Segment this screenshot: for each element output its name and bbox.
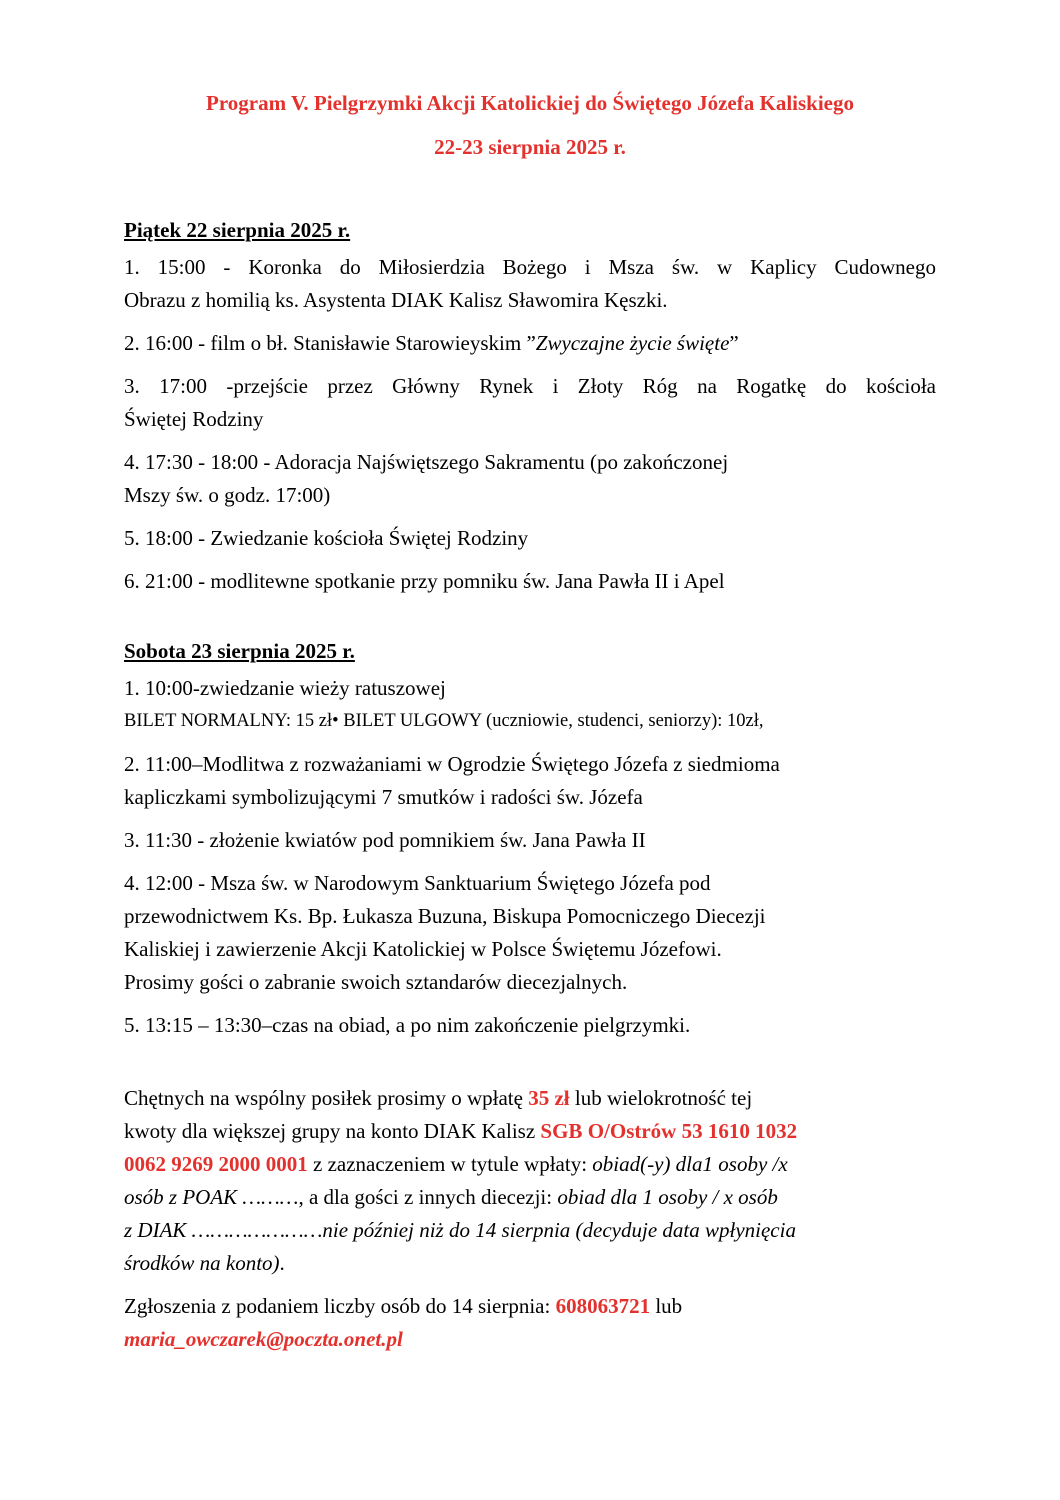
friday-item-3	[124, 370, 936, 436]
friday-item-2-end: ”	[729, 331, 739, 355]
friday-item-4-line-1: 4. 17:30 - 18:00 - Adoracja Najświętszego Sakramentu (po zakończonej	[124, 450, 729, 474]
ticket-prices: BILET NORMALNY: 15 zł• BILET ULGOWY (uczniowie, studenci, seniorzy): 10zł,	[124, 711, 764, 731]
payment-text-5: , a dla gości z innych diecezji:	[298, 1185, 558, 1209]
payment-text-3: kwoty dla większej grupy na konto DIAK Kalisz	[124, 1119, 541, 1143]
saturday-item-4-line-2: przewodnictwem Ks. Bp. Łukasza Buzuna, Biskupa Pomocniczego Diecezji	[124, 904, 766, 928]
friday-heading: Piątek 22 sierpnia 2025 r.	[124, 218, 351, 242]
saturday-item-5: 5. 13:15 – 13:30–czas na obiad, a po nim zakończenie pielgrzymki.	[124, 1013, 691, 1037]
payment-line-4	[124, 1181, 936, 1214]
page-subtitle-dates: 22-23 sierpnia 2025 r.	[434, 135, 626, 159]
payment-line-6-end: .	[279, 1251, 285, 1275]
registration-info	[124, 1290, 936, 1356]
phone-number[interactable]: 608063721	[555, 1294, 651, 1318]
page-title: Program V. Pielgrzymki Akcji Katolickiej do Świętego Józefa Kaliskiego	[206, 91, 854, 115]
film-title: Zwyczajne życie święte	[535, 331, 730, 355]
saturday-heading: Sobota 23 sierpnia 2025 r.	[124, 639, 355, 663]
payment-line-1	[124, 1082, 936, 1115]
friday-item-1-line-1: 1. 15:00 - Koronka do Miłosierdzia Bożego i Msza św. w Kaplicy Cudownego	[124, 255, 936, 279]
friday-item-3-line-1: 3. 17:00 -przejście przez Główny Rynek i Złoty Róg na Rogatkę do kościoła	[124, 374, 936, 398]
friday-item-4-line-2: Mszy św. o godz. 17:00)	[124, 483, 331, 507]
email-link[interactable]: maria_owczarek@poczta.onet.pl	[124, 1327, 403, 1351]
payment-title-template-1: obiad(-y) dla1 osoby /x	[592, 1152, 788, 1176]
payment-text-1: Chętnych na wspólny posiłek prosimy o wpłatę	[124, 1086, 529, 1110]
payment-title-template-2: osób z POAK ………	[124, 1185, 299, 1209]
friday-item-3-line-2: Świętej Rodziny	[124, 407, 264, 431]
friday-item-1	[124, 251, 936, 317]
saturday-item-2-line-1: 2. 11:00–Modlitwa z rozważaniami w Ogrodzie Świętego Józefa z siedmioma	[124, 752, 780, 776]
meal-price: 35 zł	[528, 1086, 570, 1110]
saturday-item-4-line-4: Prosimy gości o zabranie swoich sztandarów diecezjalnych.	[124, 970, 628, 994]
saturday-item-4	[124, 867, 936, 999]
saturday-item-1	[124, 672, 936, 738]
saturday-item-4-line-1: 4. 12:00 - Msza św. w Narodowym Sanktuarium Świętego Józefa pod	[124, 871, 711, 895]
bank-account-part-2: 0062 9269 2000 0001	[124, 1152, 308, 1176]
payment-line-2	[124, 1115, 936, 1148]
payment-title-template-3: obiad dla 1 osoby / x osób	[557, 1185, 778, 1209]
bank-account-part-1: SGB O/Ostrów 53 1610 1032	[540, 1119, 798, 1143]
registration-text: Zgłoszenia z podaniem liczby osób do 14 sierpnia:	[124, 1294, 556, 1318]
saturday-item-2-line-2: kapliczkami symbolizującymi 7 smutków i radości św. Józefa	[124, 785, 643, 809]
friday-item-5: 5. 18:00 - Zwiedzanie kościoła Świętej Rodziny	[124, 526, 529, 550]
saturday-item-3: 3. 11:30 - złożenie kwiatów pod pomnikiem św. Jana Pawła II	[124, 828, 646, 852]
payment-text-2: lub wielokrotność tej	[569, 1086, 753, 1110]
program-content	[124, 215, 936, 1356]
registration-or: lub	[650, 1294, 683, 1318]
friday-item-4	[124, 446, 936, 512]
friday-item-2	[124, 327, 936, 360]
payment-deadline-note: środków na konto)	[124, 1251, 280, 1275]
payment-line-6	[124, 1247, 936, 1280]
friday-item-1-line-2: Obrazu z homilią ks. Asystenta DIAK Kalisz Sławomira Kęszki.	[124, 288, 668, 312]
payment-line-3	[124, 1148, 936, 1181]
friday-item-6: 6. 21:00 - modlitewne spotkanie przy pomniku św. Jana Pawła II i Apel	[124, 569, 725, 593]
registration-line-1	[124, 1290, 936, 1323]
saturday-item-4-line-3: Kaliskiej i zawierzenie Akcji Katolickiej w Polsce Świętemu Józefowi.	[124, 937, 722, 961]
payment-line-5: z DIAK …………………nie później niż do 14 sierpnia (decyduje data wpłynięcia	[124, 1218, 796, 1242]
saturday-item-1-line-1: 1. 10:00-zwiedzanie wieży ratuszowej	[124, 676, 446, 700]
saturday-item-2	[124, 748, 936, 814]
payment-text-4: z zaznaczeniem w tytule wpłaty:	[307, 1152, 593, 1176]
payment-info	[124, 1082, 936, 1280]
friday-item-2-text: 2. 16:00 - film o bł. Stanisławie Starowieyskim ”	[124, 331, 536, 355]
